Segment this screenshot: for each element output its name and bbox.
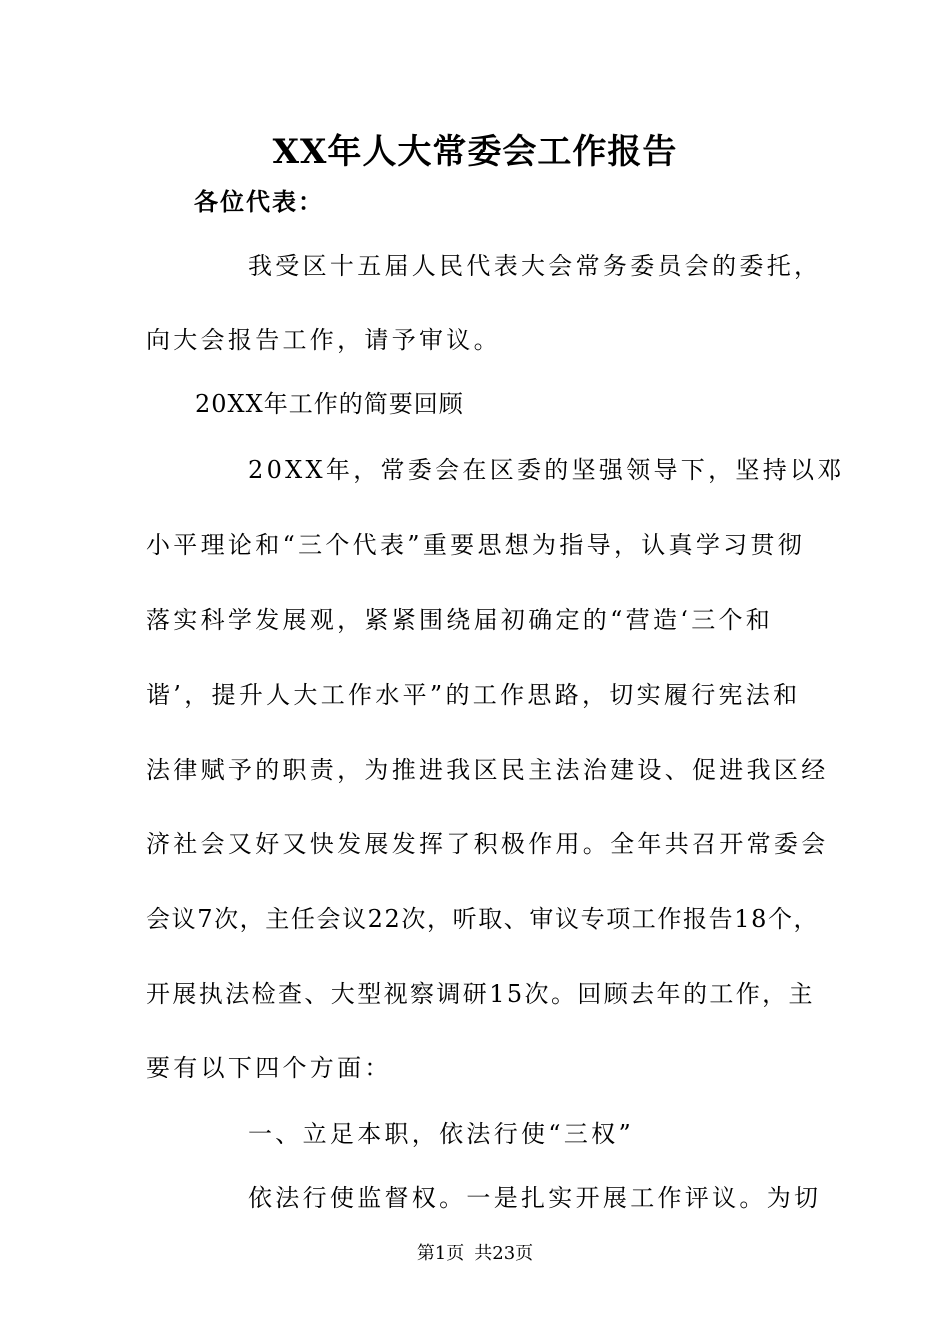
paragraph-line: 要有以下四个方面： bbox=[146, 1054, 392, 1082]
section-heading: 20XX年工作的简要回顾 bbox=[195, 390, 464, 418]
paragraph-line: 谐’，提升人大工作水平”的工作思路，切实履行宪法和 bbox=[146, 681, 801, 709]
paragraph-line: 向大会报告工作，请予审议。 bbox=[146, 326, 501, 354]
paragraph-line: 我受区十五届人民代表大会常务委员会的委托， bbox=[248, 252, 822, 280]
paragraph-line: 济社会又好又快发展发挥了积极作用。全年共召开常委会 bbox=[146, 830, 829, 858]
page-footer bbox=[0, 1240, 950, 1268]
page-total: 共23页 bbox=[474, 1243, 534, 1264]
page-number: 第1页 bbox=[416, 1243, 465, 1264]
paragraph-line: 开展执法检查、大型视察调研15次。回顾去年的工作，主 bbox=[146, 980, 815, 1008]
salutation: 各位代表： bbox=[194, 187, 324, 216]
paragraph-line: 会议7次，主任会议22次，听取、审议专项工作报告18个， bbox=[146, 905, 820, 933]
paragraph-line: 落实科学发展观，紧紧围绕届初确定的“营造‘三个和 bbox=[146, 606, 774, 634]
paragraph-line: 20XX年，常委会在区委的坚强领导下，坚持以邓 bbox=[248, 456, 845, 484]
paragraph-line: 依法行使监督权。一是扎实开展工作评议。为切 bbox=[248, 1184, 822, 1212]
paragraph-line: 小平理论和“三个代表”重要思想为指导，认真学习贯彻 bbox=[146, 531, 806, 559]
document-title: XX年人大常委会工作报告 bbox=[272, 132, 678, 172]
paragraph-line: 法律赋予的职责，为推进我区民主法治建设、促进我区经 bbox=[146, 756, 829, 784]
section-heading: 一、立足本职，依法行使“三权” bbox=[248, 1120, 635, 1148]
